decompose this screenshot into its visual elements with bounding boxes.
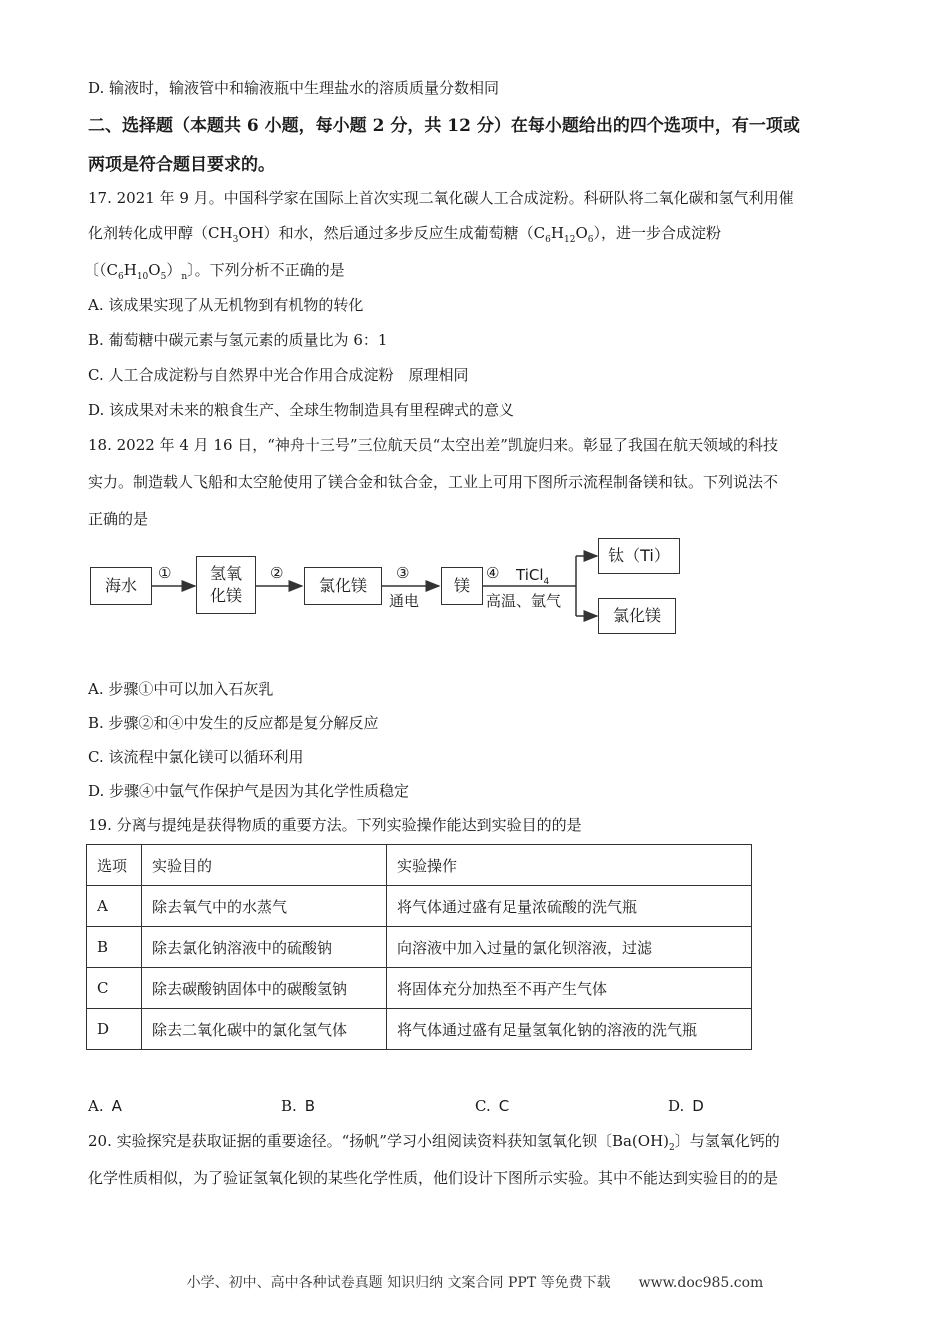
table-header-cell: 实验目的 xyxy=(142,845,387,886)
subscript: n xyxy=(181,272,188,282)
q18-option-c: C. 该流程中氯化镁可以循环利用 xyxy=(88,748,304,766)
q17-option-d: D. 该成果对未来的粮食生产、全球生物制造具有里程碑式的意义 xyxy=(88,401,515,419)
subscript: 12 xyxy=(563,235,576,245)
q17-stem-line1: 17. 2021 年 9 月。中国科学家在国际上首次实现二氧化碳人工合成淀粉。科研队将二氧化碳和氢气利用催 xyxy=(88,189,794,207)
q17-option-b: B. 葡萄糖中碳元素与氢元素的质量比为 6：1 xyxy=(88,331,388,349)
q19-answer-a xyxy=(88,1097,122,1115)
q17-option-a: A. 该成果实现了从无机物到有机物的转化 xyxy=(88,296,364,314)
step4-reagent xyxy=(516,566,549,587)
magnesium-label: 镁 xyxy=(453,576,470,595)
text-seg: 〕与氢氧化钙的 xyxy=(674,1132,780,1150)
mg-hydroxide-label-1: 氢氧 xyxy=(209,564,242,583)
answer-value: B xyxy=(304,1097,316,1115)
table-cell: A xyxy=(87,886,142,927)
seawater-box xyxy=(90,567,152,605)
table-cell: 向溶液中加入过量的氯化钡溶液，过滤 xyxy=(387,927,752,968)
table-header-row xyxy=(87,845,752,886)
seawater-label: 海水 xyxy=(104,576,137,595)
q19-answer-c xyxy=(475,1097,509,1115)
q18-option-a: A. 步骤①中可以加入石灰乳 xyxy=(88,680,274,698)
answer-value: C xyxy=(498,1097,510,1115)
mg-hydroxide-box xyxy=(196,556,256,614)
q18-option-b: B. 步骤②和④中发生的反应都是复分解反应 xyxy=(88,714,379,732)
answer-value: D xyxy=(692,1097,704,1115)
text-seg: ） xyxy=(166,261,182,279)
q18-stem-line3: 正确的是 xyxy=(88,510,149,528)
text-seg: 20. 实验探究是获取证据的重要途径。“扬帆”学习小组阅读资料获知氢氧化钡〔Ba(OH) xyxy=(88,1132,670,1150)
step1-label: ① xyxy=(158,564,172,582)
titanium-box xyxy=(598,538,680,574)
mg-hydroxide-label-2: 化镁 xyxy=(209,586,242,605)
mg-chloride-output-label: 氯化镁 xyxy=(612,606,661,625)
q19-stem: 19. 分离与提纯是获得物质的重要方法。下列实验操作能达到实验目的的是 xyxy=(88,816,582,834)
subscript: 5 xyxy=(160,272,167,282)
table-cell: 除去氧气中的水蒸气 xyxy=(142,886,387,927)
table-cell: B xyxy=(87,927,142,968)
table-header-cell: 选项 xyxy=(87,845,142,886)
q18-option-d: D. 步骤④中氩气作保护气是因为其化学性质稳定 xyxy=(88,782,410,800)
subscript: 6 xyxy=(587,235,594,245)
subscript: 2 xyxy=(669,1143,675,1153)
subscript: 10 xyxy=(136,272,149,282)
table-cell: 将气体通过盛有足量浓硫酸的洗气瓶 xyxy=(387,886,752,927)
q18-stem-line2: 实力。制造载人飞船和太空舱使用了镁合金和钛合金，工业上可用下图所示流程制备镁和钛。下列说法不 xyxy=(88,473,779,491)
titanium-label: 钛（Ti） xyxy=(608,546,670,565)
q17-stem-line3 xyxy=(84,259,345,282)
table-row xyxy=(87,927,752,968)
table-row xyxy=(87,886,752,927)
table-cell: 除去二氧化碳中的氯化氢气体 xyxy=(142,1009,387,1050)
text-seg: 化剂转化成甲醇（CH xyxy=(88,224,233,242)
table-cell: 除去氯化钠溶液中的硫酸钠 xyxy=(142,927,387,968)
mg-chloride-output-box xyxy=(598,598,676,634)
step4-label: ④ xyxy=(486,564,500,582)
table-cell: 除去碳酸钠固体中的碳酸氢钠 xyxy=(142,968,387,1009)
reagent-text: TiCl xyxy=(516,566,544,584)
text-seg: O xyxy=(575,224,588,242)
step2-label: ② xyxy=(270,564,284,582)
text-seg: H xyxy=(550,224,564,242)
table-cell: D xyxy=(87,1009,142,1050)
answer-value: A xyxy=(111,1097,122,1115)
text-seg: OH）和水，然后通过多步反应生成葡萄糖（C xyxy=(238,224,546,242)
step3-label: ③ xyxy=(396,564,410,582)
q19-answer-d xyxy=(668,1097,704,1115)
section-heading: 二、选择题（本题共 6 小题，每小题 2 分，共 12 分）在每小题给出的四个选项中，有一项或 xyxy=(88,116,800,136)
q20-stem-line1 xyxy=(88,1130,780,1153)
subscript: 3 xyxy=(232,235,239,245)
table-cell: 将固体充分加热至不再产生气体 xyxy=(387,968,752,1009)
table-row xyxy=(87,968,752,1009)
subscript: 4 xyxy=(543,577,550,587)
answer-prefix: C. xyxy=(475,1097,491,1115)
step4-condition: 高温、氩气 xyxy=(486,592,562,610)
q17-stem-line2 xyxy=(88,222,721,245)
mg-chloride-label: 氯化镁 xyxy=(318,576,367,595)
text-seg: 〕。下列分析不正确的是 xyxy=(187,261,345,279)
magnesium-box xyxy=(441,567,483,605)
table-row xyxy=(87,1009,752,1050)
text-seg: H xyxy=(123,261,137,279)
experiment-table xyxy=(86,844,752,1050)
mg-chloride-box xyxy=(304,567,382,605)
text-seg: 〔（C xyxy=(84,261,118,279)
subscript: 6 xyxy=(545,235,551,245)
q17-option-c: C. 人工合成淀粉与自然界中光合作用合成淀粉 原理相同 xyxy=(88,366,469,384)
page-footer: 小学、初中、高中各种试卷真题 知识归纳 文案合同 PPT 等免费下载 www.doc985.com xyxy=(186,1275,764,1291)
step3-condition: 通电 xyxy=(389,592,420,610)
table-header-cell: 实验操作 xyxy=(387,845,752,886)
text-seg: ），进一步合成淀粉 xyxy=(593,224,721,242)
q19-answer-b xyxy=(281,1097,315,1115)
table-cell: C xyxy=(87,968,142,1009)
answer-prefix: D. xyxy=(668,1097,685,1115)
subscript: 6 xyxy=(117,272,124,282)
answer-prefix: B. xyxy=(281,1097,297,1115)
text-seg: O xyxy=(148,261,161,279)
table-cell: 将气体通过盛有足量氢氧化钠的溶液的洗气瓶 xyxy=(387,1009,752,1050)
q18-stem-line1: 18. 2022 年 4 月 16 日，“神舟十三号”三位航天员“太空出差”凯旋归来。彰显了我国在航天领域的科技 xyxy=(88,436,778,454)
section-heading-cont: 两项是符合题目要求的。 xyxy=(88,155,275,175)
answer-prefix: A. xyxy=(88,1097,104,1115)
option-d-previous: D. 输液时，输液管中和输液瓶中生理盐水的溶质质量分数相同 xyxy=(88,79,500,97)
q20-stem-line2: 化学性质相似，为了验证氢氧化钡的某些化学性质，他们设计下图所示实验。其中不能达到实验目的的是 xyxy=(88,1169,779,1187)
